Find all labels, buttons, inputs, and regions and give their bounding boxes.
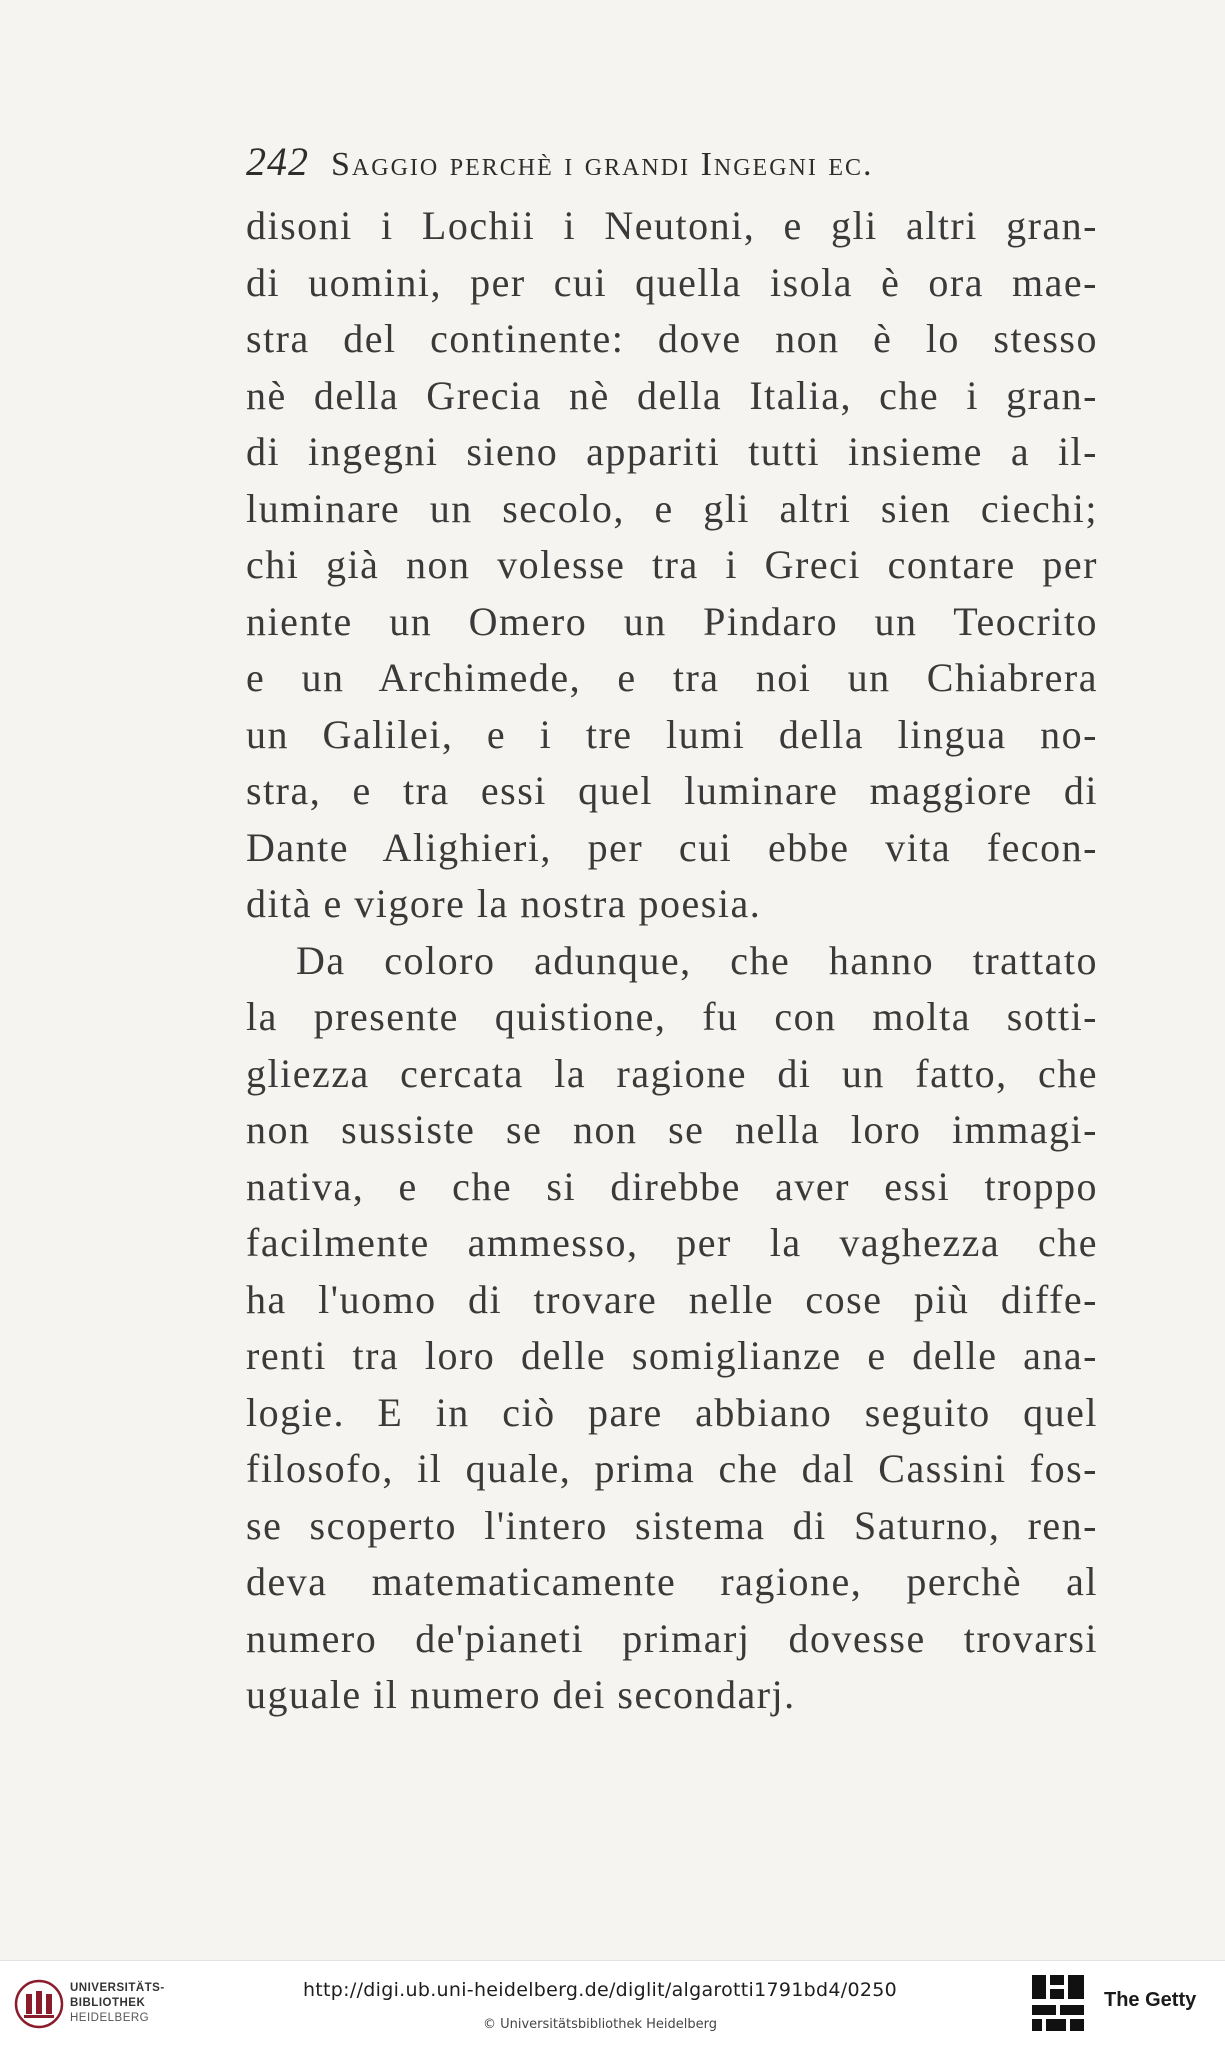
text-line: filosofo, il quale, prima che dal Cassini fos-: [246, 1446, 1098, 1491]
text-line: niente un Omero un Pindaro un Teocrito: [246, 598, 1098, 644]
university-library-name: [70, 1981, 165, 2026]
text-line: Dante Alighieri, per cui ebbe vita fecon-: [246, 824, 1098, 870]
text-line: stra, e tra essi quel luminare maggiore di: [246, 768, 1098, 813]
text-line: renti tra loro delle somiglianze e delle ana-: [246, 1333, 1098, 1378]
text-line: disoni i Lochii i Neutoni, e gli altri gran-: [246, 203, 1098, 248]
text-line: gliezza cercata la ragione di un fatto, che: [246, 1050, 1098, 1096]
text-line: di uomini, per cui quella isola è ora mae-: [246, 259, 1098, 305]
university-library-logo-icon: [14, 1979, 64, 2029]
text-line: dità e vigore la nostra poesia.: [246, 881, 762, 926]
copyright-notice: © Universitätsbibliothek Heidelberg: [482, 2017, 717, 2032]
permalink-url[interactable]: http://digi.ub.uni-heidelberg.de/diglit/algarotti1791bd4/0250: [302, 1979, 898, 2001]
text-line: di ingegni sieno appariti tutti insieme a il-: [246, 429, 1098, 474]
library-name-line: UNIVERSITÄTS-: [70, 1982, 165, 1994]
body-text: [246, 198, 1098, 1724]
text-line: la presente quistione, fu con molta sotti-: [246, 994, 1098, 1039]
viewer-footer: [0, 1960, 1225, 2048]
text-line: logie. E in ciò pare abbiano seguito quel: [246, 1389, 1098, 1435]
library-name-line: HEIDELBERG: [70, 2012, 150, 2024]
getty-name: The Getty: [1104, 1989, 1197, 2011]
text-line: chi già non volesse tra i Greci contare per: [246, 542, 1098, 587]
getty-logo-icon: [1030, 1971, 1088, 2035]
text-line: deva matematicamente ragione, perchè al: [246, 1559, 1098, 1604]
text-line: uguale il numero dei secondarj.: [246, 1672, 796, 1717]
text-line: luminare un secolo, e gli altri sien ciechi;: [246, 485, 1098, 531]
page-header: [246, 138, 1066, 190]
running-title: Saggio perchè i grandi Ingegni ec.: [331, 146, 874, 183]
text-line: ha l'uomo di trovare nelle cose più diffe-: [246, 1276, 1098, 1322]
text-line: nativa, e che si direbbe aver essi troppo: [246, 1163, 1098, 1209]
text-line: nè della Grecia nè della Italia, che i gran-: [246, 372, 1098, 418]
text-line: numero de'pianeti primarj dovesse trovarsi: [246, 1615, 1098, 1661]
text-line: facilmente ammesso, per la vaghezza che: [246, 1220, 1098, 1265]
text-line: un Galilei, e i tre lumi della lingua no-: [246, 711, 1098, 757]
library-name-line: BIBLIOTHEK: [70, 1997, 146, 2009]
paragraph-start-line: Da coloro adunque, che hanno trattato: [296, 937, 1098, 983]
text-line: se scoperto l'intero sistema di Saturno, ren-: [246, 1502, 1098, 1548]
text-line: e un Archimede, e tra noi un Chiabrera: [246, 655, 1098, 700]
page-number: 242: [246, 139, 309, 184]
text-line: stra del continente: dove non è lo stesso: [246, 316, 1098, 361]
text-line: non sussiste se non se nella loro immagi-: [246, 1107, 1098, 1152]
